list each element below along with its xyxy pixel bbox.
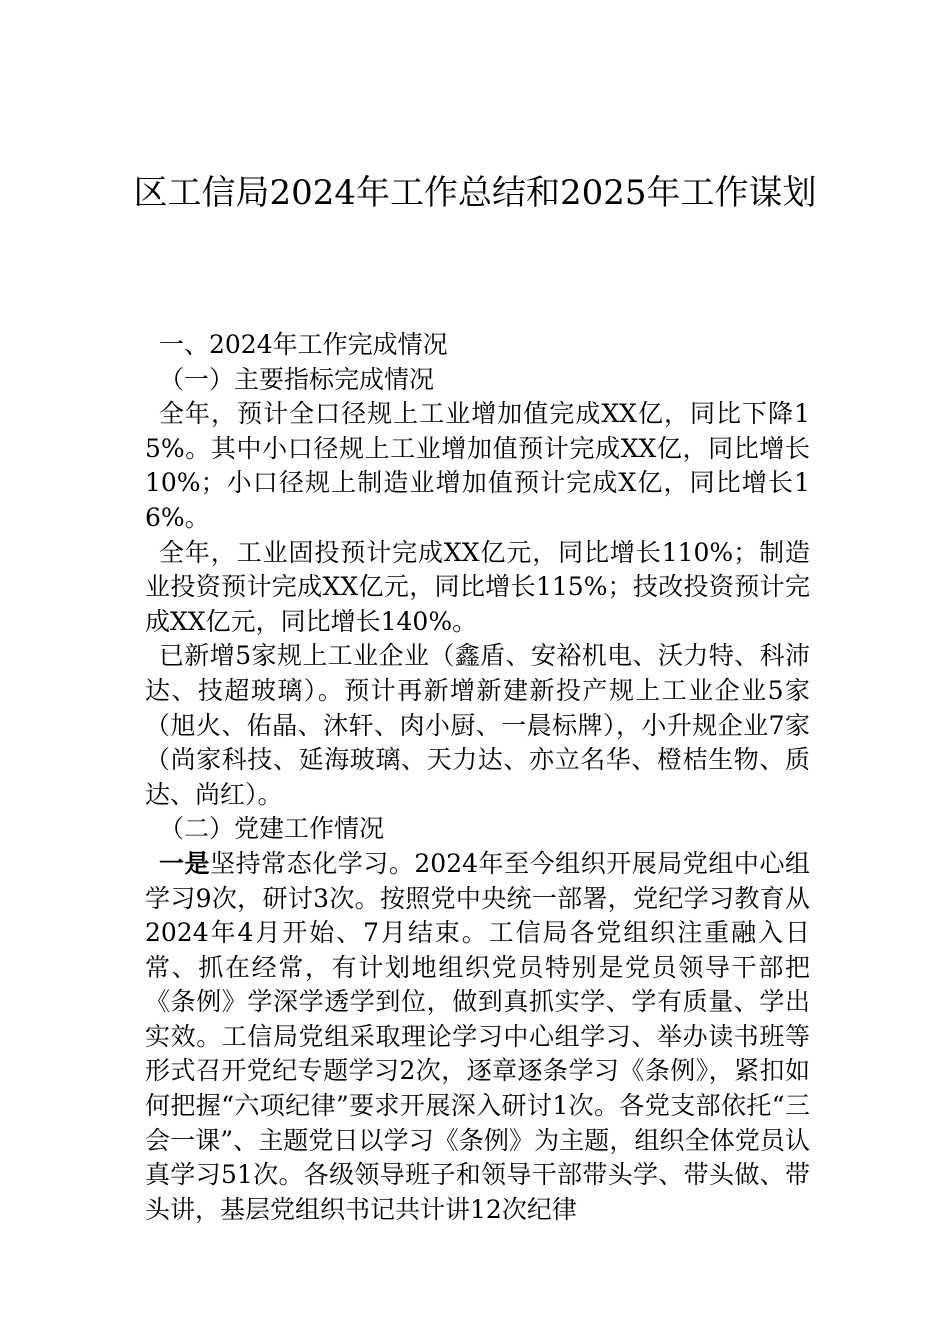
document-title: 区工信局2024年工作总结和2025年工作谋划 <box>133 173 817 213</box>
document-body <box>145 328 810 1227</box>
paragraph-party-study <box>145 847 810 1228</box>
paragraph-lead-text: 一是 <box>159 848 211 878</box>
subsection-heading-main-indicators: （一）主要指标完成情况 <box>159 364 435 394</box>
paragraph-new-enterprises: 已新增5家规上工业企业（鑫盾、安裕机电、沃力特、科沛达、技超玻璃）。预计再新增新建新投产规上工业企业5家（旭火、佑晶、沐轩、肉小厨、一晨标牌），小升规企业7家（尚家科技、延海玻璃、天力达、亦立名华、橙桔生物、质达、尚红）。 <box>145 641 810 809</box>
paragraph-industrial-value: 全年，预计全口径规上工业增加值完成XX亿，同比下降15%。其中小口径规上工业增加值预计完成XX亿，同比增长10%；小口径规上制造业增加值预计完成X亿，同比增长16%。 <box>145 399 810 532</box>
subsection-heading-party-building: （二）党建工作情况 <box>159 814 385 844</box>
paragraph-body-text: 坚持常态化学习。2024年至今组织开展局党组中心组学习9次，研讨3次。按照党中央统一部署，党纪学习教育从2024年4月开始、7月结束。工信局各党组织注重融入日常、抓在经常，有计划地组织党员特别是党员领导干部把《条例》学深学透学到位，做到真抓实学、学有质量、学出实效。工信局党组采取理论学习中心组学习、举办读书班等形式召开党纪专题学习2次，逐章逐条学习《条例》，紧扣如何把握“六项纪律”要求开展深入研讨1次。各党支部依托“三会一课”、主题党日以学习《条例》为主题，组织全体党员认真学习51次。各级领导班子和领导干部带头学、带头做、带头讲，基层党组织书记共计讲12次纪律 <box>145 848 810 1224</box>
paragraph-industrial-investment: 全年，工业固投预计完成XX亿元，同比增长110%；制造业投资预计完成XX亿元，同比增长115%；技改投资预计完成XX亿元，同比增长140%。 <box>145 537 810 636</box>
section-heading-1: 一、2024年工作完成情况 <box>159 330 448 359</box>
